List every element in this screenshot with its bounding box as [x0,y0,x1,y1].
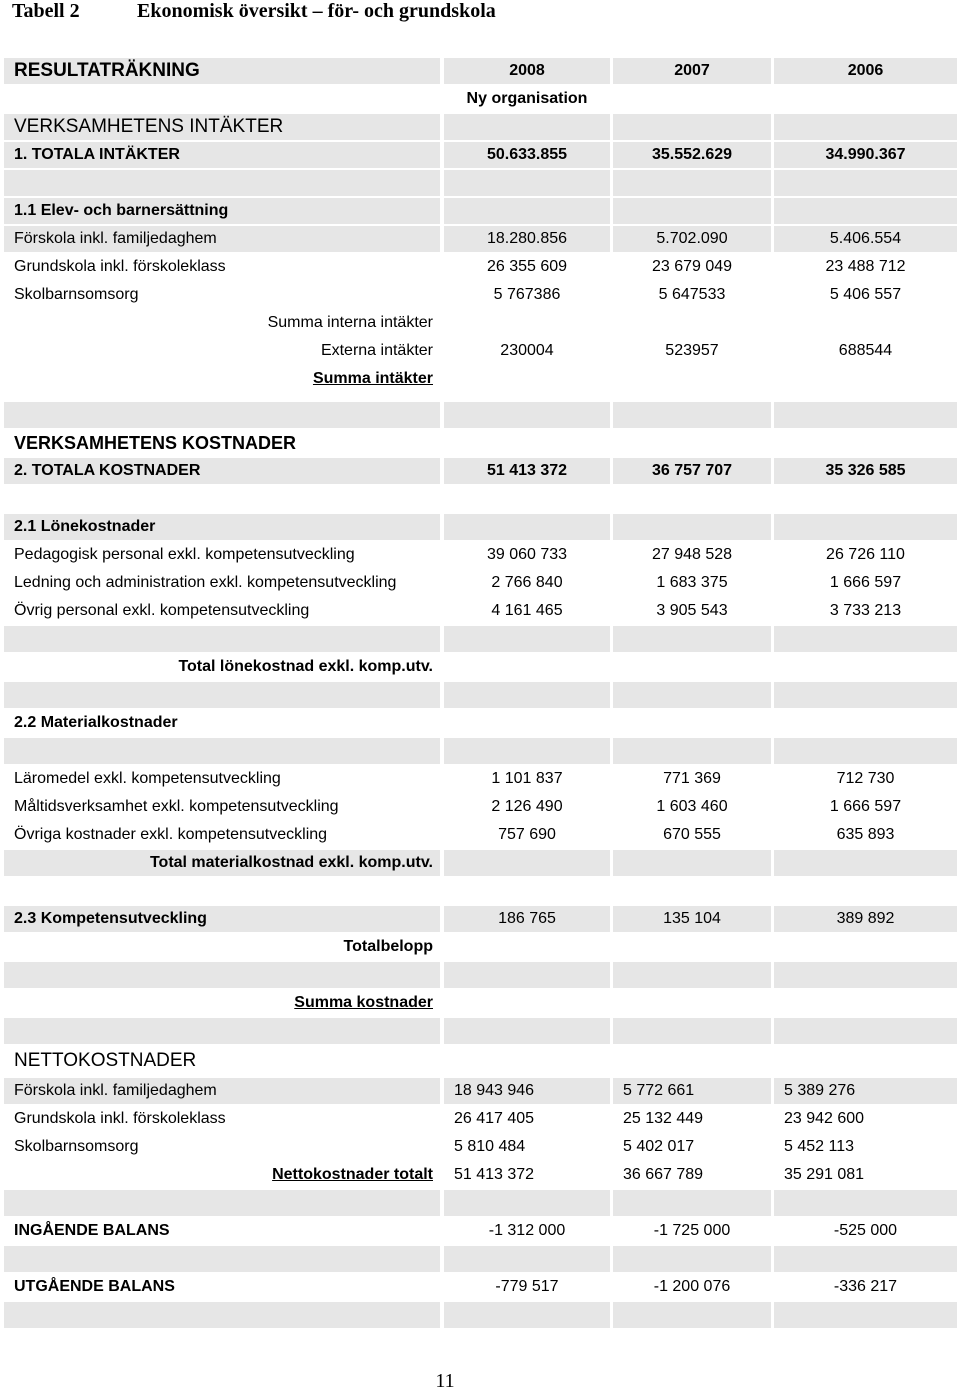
row-label: VERKSAMHETENS INTÄKTER [4,114,440,140]
financial-table [0,58,960,1318]
value-2008 [444,878,610,904]
table-row [0,114,960,142]
table-row [0,738,960,766]
value-2006 [774,1190,957,1216]
row-label: INGÅENDE BALANS [14,1222,170,1239]
value-2006 [774,626,957,652]
value-2008 [444,514,610,540]
value-2007: 35.552.629 [613,142,771,168]
value-2007: 2007 [613,58,771,84]
row-label [4,1018,440,1044]
value-2006 [774,1048,957,1074]
row-label: 1.1 Elev- och barnersättning [4,198,440,224]
row-label: 1. TOTALA INTÄKTER [4,142,440,168]
value-2008 [444,654,610,680]
table-row [0,682,960,710]
row-label: Skolbarnsomsorg [14,1138,139,1155]
value-2008: 2 766 840 [491,574,563,591]
value-2006 [774,86,957,112]
value-2008 [444,1190,610,1216]
value-2006: 5 452 113 [784,1138,854,1155]
value-2006 [774,366,957,392]
row-label: 2.1 Lönekostnader [4,514,440,540]
table-row [0,1218,960,1246]
value-2006: 35 326 585 [774,458,957,484]
row-label: Övrig personal exkl. kompetensutveckling [14,602,310,619]
table-row [0,1106,960,1134]
table-row [0,1134,960,1162]
value-2008 [444,1018,610,1044]
row-label: Nettokostnader totalt [272,1166,433,1183]
value-2007: 3 905 543 [656,602,728,619]
table-row [0,962,960,990]
table-row [0,402,960,430]
value-2008: 50.633.855 [444,142,610,168]
value-2007: 1 683 375 [656,574,728,591]
value-2008: Ny organisation [466,90,588,107]
value-2007 [613,1302,771,1328]
value-2006: 23 942 600 [784,1110,865,1127]
value-2008 [444,486,610,512]
value-2008 [444,402,610,428]
value-2008: 5 810 484 [454,1138,526,1155]
page-number: 11 [435,1370,455,1392]
value-2006: 35 291 081 [784,1166,865,1183]
value-2008 [444,990,610,1016]
row-label: 2. TOTALA KOSTNADER [4,458,440,484]
table-row [0,850,960,878]
value-2008 [444,1302,610,1328]
value-2006 [774,878,957,904]
value-2007: 771 369 [663,770,721,787]
value-2007 [613,1246,771,1272]
row-label: Total materialkostnad exkl. komp.utv. [4,850,440,876]
table-row [0,570,960,598]
row-label [4,738,440,764]
value-2008 [444,710,610,736]
row-label: Summa intäkter [312,370,433,387]
value-2006 [774,850,957,876]
table-row [0,598,960,626]
value-2008: 2008 [444,58,610,84]
value-2006 [774,198,957,224]
row-label: Pedagogisk personal exkl. kompetensutveckling [14,546,355,563]
value-2006: 1 666 597 [829,798,902,815]
value-2007: 5 647533 [658,286,726,303]
value-2006: 34.990.367 [774,142,957,168]
value-2007 [613,514,771,540]
value-2006: 1 666 597 [829,574,902,591]
value-2006 [774,114,957,140]
value-2007 [613,310,771,336]
value-2008: -779 517 [495,1278,559,1295]
value-2007: 523957 [665,342,719,359]
row-label: Måltidsverksamhet exkl. kompetensutveckling [14,798,339,815]
value-2006 [774,738,957,764]
table-row [0,254,960,282]
value-2007 [613,962,771,988]
value-2007 [613,654,771,680]
row-label [4,878,440,904]
value-2006: 3 733 213 [829,602,902,619]
value-2006 [774,402,957,428]
value-2008: 51 413 372 [444,458,610,484]
table-row [0,710,960,738]
table-row [0,626,960,654]
value-2007 [613,1048,771,1074]
value-2008: 51 413 372 [454,1166,535,1183]
value-2007 [613,114,771,140]
table-row [0,654,960,682]
value-2007: 5 402 017 [623,1138,695,1155]
value-2006 [774,486,957,512]
value-2007 [613,430,771,456]
value-2007 [613,934,771,960]
row-label: UTGÅENDE BALANS [14,1278,175,1295]
value-2007 [613,198,771,224]
value-2006 [774,1302,957,1328]
row-label [4,170,440,196]
table-row [0,1078,960,1106]
value-2008: 1 101 837 [491,770,563,787]
value-2006: 389 892 [774,906,957,932]
row-label: Läromedel exkl. kompetensutveckling [14,770,281,787]
value-2007 [613,738,771,764]
table-row [0,878,960,906]
value-2006 [774,310,957,336]
value-2006: 26 726 110 [826,546,905,563]
value-2007: -1 200 076 [653,1278,731,1295]
value-2007: 1 603 460 [656,798,728,815]
value-2007: 5.702.090 [613,226,771,252]
value-2008 [444,366,610,392]
value-2008 [444,934,610,960]
table-row [0,794,960,822]
value-2007 [613,850,771,876]
value-2007: 36 667 789 [623,1166,704,1183]
table-title: Ekonomisk översikt – för- och grundskola [137,0,496,22]
table-row [0,1018,960,1046]
table-row [0,1162,960,1190]
value-2008: 2 126 490 [491,798,563,815]
table-row [0,58,960,86]
value-2007 [613,626,771,652]
value-2007 [613,990,771,1016]
value-2008: 18 943 946 [444,1078,610,1104]
value-2008 [444,114,610,140]
row-label: Summa kostnader [294,994,433,1011]
value-2007: 5 772 661 [613,1078,771,1104]
value-2006 [774,962,957,988]
row-label: 2.3 Kompetensutveckling [4,906,440,932]
table-number: Tabell 2 [12,0,80,22]
value-2007 [613,402,771,428]
table-row [0,990,960,1018]
value-2007 [613,170,771,196]
value-2006: 5.406.554 [774,226,957,252]
table-row [0,486,960,514]
table-row [0,86,960,114]
table-row [0,906,960,934]
value-2007 [613,366,771,392]
table-row [0,310,960,338]
value-2008 [444,738,610,764]
row-label: VERKSAMHETENS KOSTNADER [14,433,297,453]
value-2008 [444,682,610,708]
value-2008: 757 690 [498,826,556,843]
value-2008: 230004 [500,342,554,359]
row-label: Total lönekostnad exkl. komp.utv. [178,658,433,675]
row-label [4,1190,440,1216]
value-2006: 635 893 [836,826,895,843]
table-row [0,1302,960,1330]
row-label [4,1302,440,1328]
value-2007 [613,1190,771,1216]
row-label [4,626,440,652]
value-2007: 670 555 [663,826,721,843]
row-label: 2.2 Materialkostnader [14,714,178,731]
row-label: NETTOKOSTNADER [14,1050,197,1071]
value-2006 [774,682,957,708]
value-2006 [774,654,957,680]
value-2008: 5 767386 [493,286,561,303]
value-2006 [774,710,957,736]
row-label: Övriga kostnader exkl. kompetensutveckling [14,826,328,843]
value-2008: 4 161 465 [491,602,563,619]
row-label: Förskola inkl. familjedaghem [4,226,440,252]
table-row [0,458,960,486]
value-2006 [774,934,957,960]
value-2008: 186 765 [444,906,610,932]
table-row [0,542,960,570]
value-2006: 5 389 276 [774,1078,957,1104]
table-row [0,1274,960,1302]
value-2007 [613,486,771,512]
value-2006: 23 488 712 [825,258,906,275]
row-label: Totalbelopp [343,938,433,955]
value-2008: 26 417 405 [454,1110,535,1127]
value-2006: 2006 [774,58,957,84]
value-2007 [613,710,771,736]
row-label: Förskola inkl. familjedaghem [4,1078,440,1104]
value-2006: -336 217 [833,1278,898,1295]
table-row [0,282,960,310]
value-2007: 135 104 [613,906,771,932]
table-row [0,430,960,458]
value-2006: 712 730 [836,770,895,787]
value-2008 [444,626,610,652]
row-label: Ledning och administration exkl. kompetensutveckling [14,574,397,591]
row-label [4,402,440,428]
value-2007: -1 725 000 [653,1222,731,1239]
table-row [0,170,960,198]
value-2007: 36 757 707 [613,458,771,484]
value-2006 [774,990,957,1016]
row-label: Grundskola inkl. förskoleklass [14,258,226,275]
row-label: RESULTATRÄKNING [4,58,440,84]
value-2006: 5 406 557 [829,286,902,303]
value-2006: 688544 [838,342,893,359]
value-2008 [444,1246,610,1272]
row-label [4,1246,440,1272]
value-2007: 27 948 528 [651,546,733,563]
value-2007 [613,878,771,904]
row-label: Skolbarnsomsorg [14,286,139,303]
value-2008 [444,850,610,876]
row-label [4,682,440,708]
row-label [4,962,440,988]
table-row [0,822,960,850]
value-2008 [444,310,610,336]
value-2008: 26 355 609 [486,258,568,275]
table-row [0,198,960,226]
value-2006 [774,514,957,540]
value-2006 [774,1246,957,1272]
value-2008: 39 060 733 [486,546,568,563]
table-row [0,1048,960,1076]
value-2007: 23 679 049 [651,258,733,275]
value-2007 [613,682,771,708]
table-row [0,934,960,962]
table-header [0,0,960,26]
value-2008 [444,962,610,988]
table-row [0,1246,960,1274]
value-2008 [444,430,610,456]
row-label: Externa intäkter [320,342,433,359]
table-row [0,338,960,366]
table-row [0,366,960,394]
table-row [0,766,960,794]
value-2006 [774,1018,957,1044]
row-label: Grundskola inkl. förskoleklass [14,1110,226,1127]
table-row [0,142,960,170]
row-label [4,86,440,112]
value-2006: -525 000 [833,1222,898,1239]
table-row [0,1190,960,1218]
value-2006 [774,430,957,456]
value-2007 [613,1018,771,1044]
table-row [0,514,960,542]
value-2008 [444,1048,610,1074]
row-label [4,486,440,512]
value-2008 [444,170,610,196]
value-2007 [613,86,771,112]
value-2008: -1 312 000 [488,1222,566,1239]
row-label: Summa interna intäkter [267,314,433,331]
value-2006 [774,170,957,196]
value-2008 [444,198,610,224]
table-row [0,226,960,254]
value-2007: 25 132 449 [623,1110,704,1127]
value-2008: 18.280.856 [444,226,610,252]
